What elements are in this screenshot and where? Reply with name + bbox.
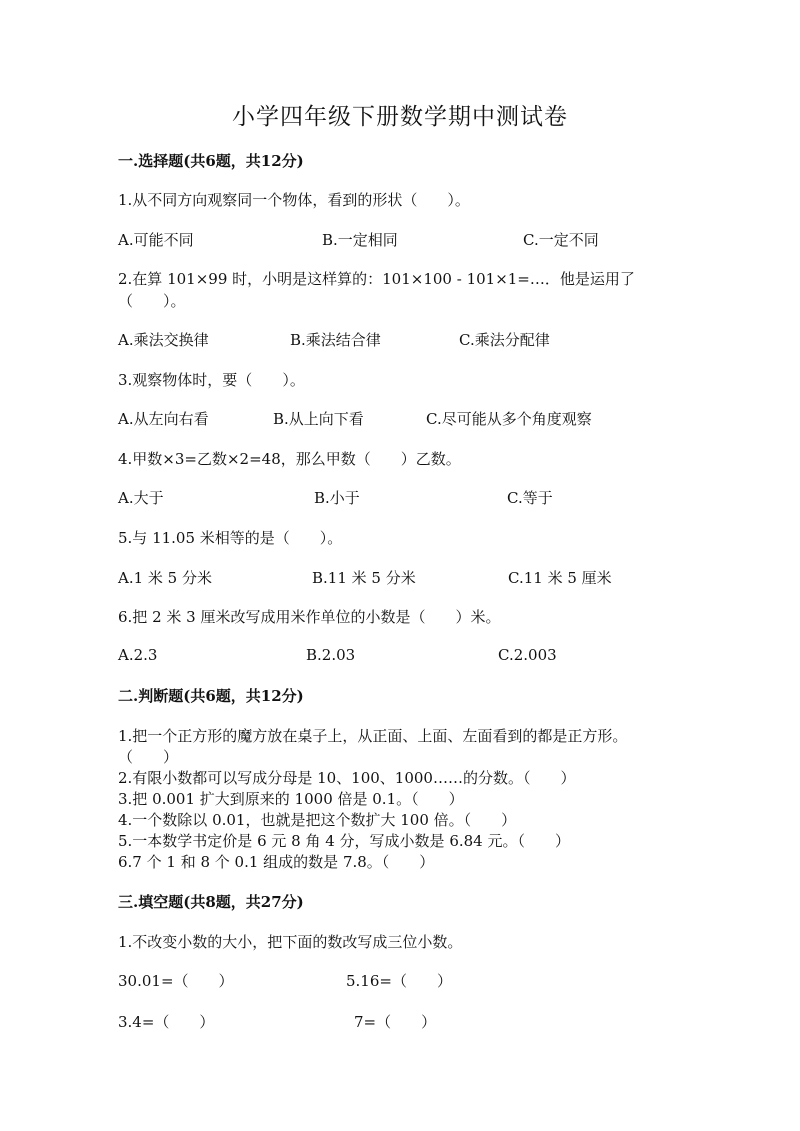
option-b: B.11 米 5 分米 <box>312 569 416 587</box>
question-stem: 2.在算 101×99 时，小明是这样算的：101×100 - 101×1=…．他是运用了 <box>118 270 635 288</box>
option-b: B.小于 <box>314 489 360 507</box>
option-a: A.大于 <box>118 489 164 507</box>
question-stem-continued: （ ）。 <box>118 292 186 310</box>
section-heading-choice: 一.选择题(共6题，共12分) <box>118 152 304 170</box>
judgement-item: 5.一本数学书定价是 6 元 8 角 4 分，写成小数是 6.84 元。（ ） <box>118 832 570 850</box>
question-stem: 1.从不同方向观察同一个物体，看到的形状（ ）。 <box>118 191 470 209</box>
page-title: 小学四年级下册数学期中测试卷 <box>232 104 568 130</box>
option-a: A.1 米 5 分米 <box>118 569 212 587</box>
question-stem: 6.把 2 米 3 厘米改写成用米作单位的小数是（ ）米。 <box>118 608 501 626</box>
judgement-item: 1.把一个正方形的魔方放在桌子上，从正面、上面、左面看到的都是正方形。 <box>118 727 628 745</box>
judgement-item: 6.7 个 1 和 8 个 0.1 组成的数是 7.8。（ ） <box>118 853 435 871</box>
option-a: A.2.3 <box>118 646 158 664</box>
option-b: B.从上向下看 <box>273 410 364 428</box>
question-stem: 5.与 11.05 米相等的是（ ）。 <box>118 529 343 547</box>
fill-blank-item: 5.16=（ ） <box>346 972 452 990</box>
question-stem: 1.不改变小数的大小，把下面的数改写成三位小数。 <box>118 933 463 951</box>
judgement-item: 2.有限小数都可以写成分母是 10、100、1000……的分数。（ ） <box>118 769 576 787</box>
fill-blank-item: 7=（ ） <box>354 1013 437 1031</box>
section-heading-fill-blank: 三.填空题(共8题，共27分) <box>118 893 304 911</box>
option-b: B.2.03 <box>306 646 356 664</box>
option-b: B.一定相同 <box>322 231 398 249</box>
judgement-item: 4.一个数除以 0.01，也就是把这个数扩大 100 倍。（ ） <box>118 811 517 829</box>
question-stem: 4.甲数×3=乙数×2=48，那么甲数（ ）乙数。 <box>118 450 461 468</box>
judgement-item-continued: （ ） <box>118 748 179 766</box>
option-c: C.一定不同 <box>523 231 599 249</box>
option-a: A.从左向右看 <box>118 410 209 428</box>
option-a: A.可能不同 <box>118 231 194 249</box>
fill-blank-item: 30.01=（ ） <box>118 972 234 990</box>
option-c: C.乘法分配律 <box>459 331 550 349</box>
option-c: C.尽可能从多个角度观察 <box>426 410 592 428</box>
option-c: C.等于 <box>507 489 553 507</box>
judgement-item: 3.把 0.001 扩大到原来的 1000 倍是 0.1。（ ） <box>118 790 464 808</box>
option-b: B.乘法结合律 <box>290 331 381 349</box>
option-c: C.2.003 <box>498 646 557 664</box>
option-a: A.乘法交换律 <box>118 331 209 349</box>
section-heading-judgement: 二.判断题(共6题，共12分) <box>118 687 304 705</box>
option-c: C.11 米 5 厘米 <box>508 569 612 587</box>
fill-blank-item: 3.4=（ ） <box>118 1013 215 1031</box>
question-stem: 3.观察物体时，要（ ）。 <box>118 371 305 389</box>
